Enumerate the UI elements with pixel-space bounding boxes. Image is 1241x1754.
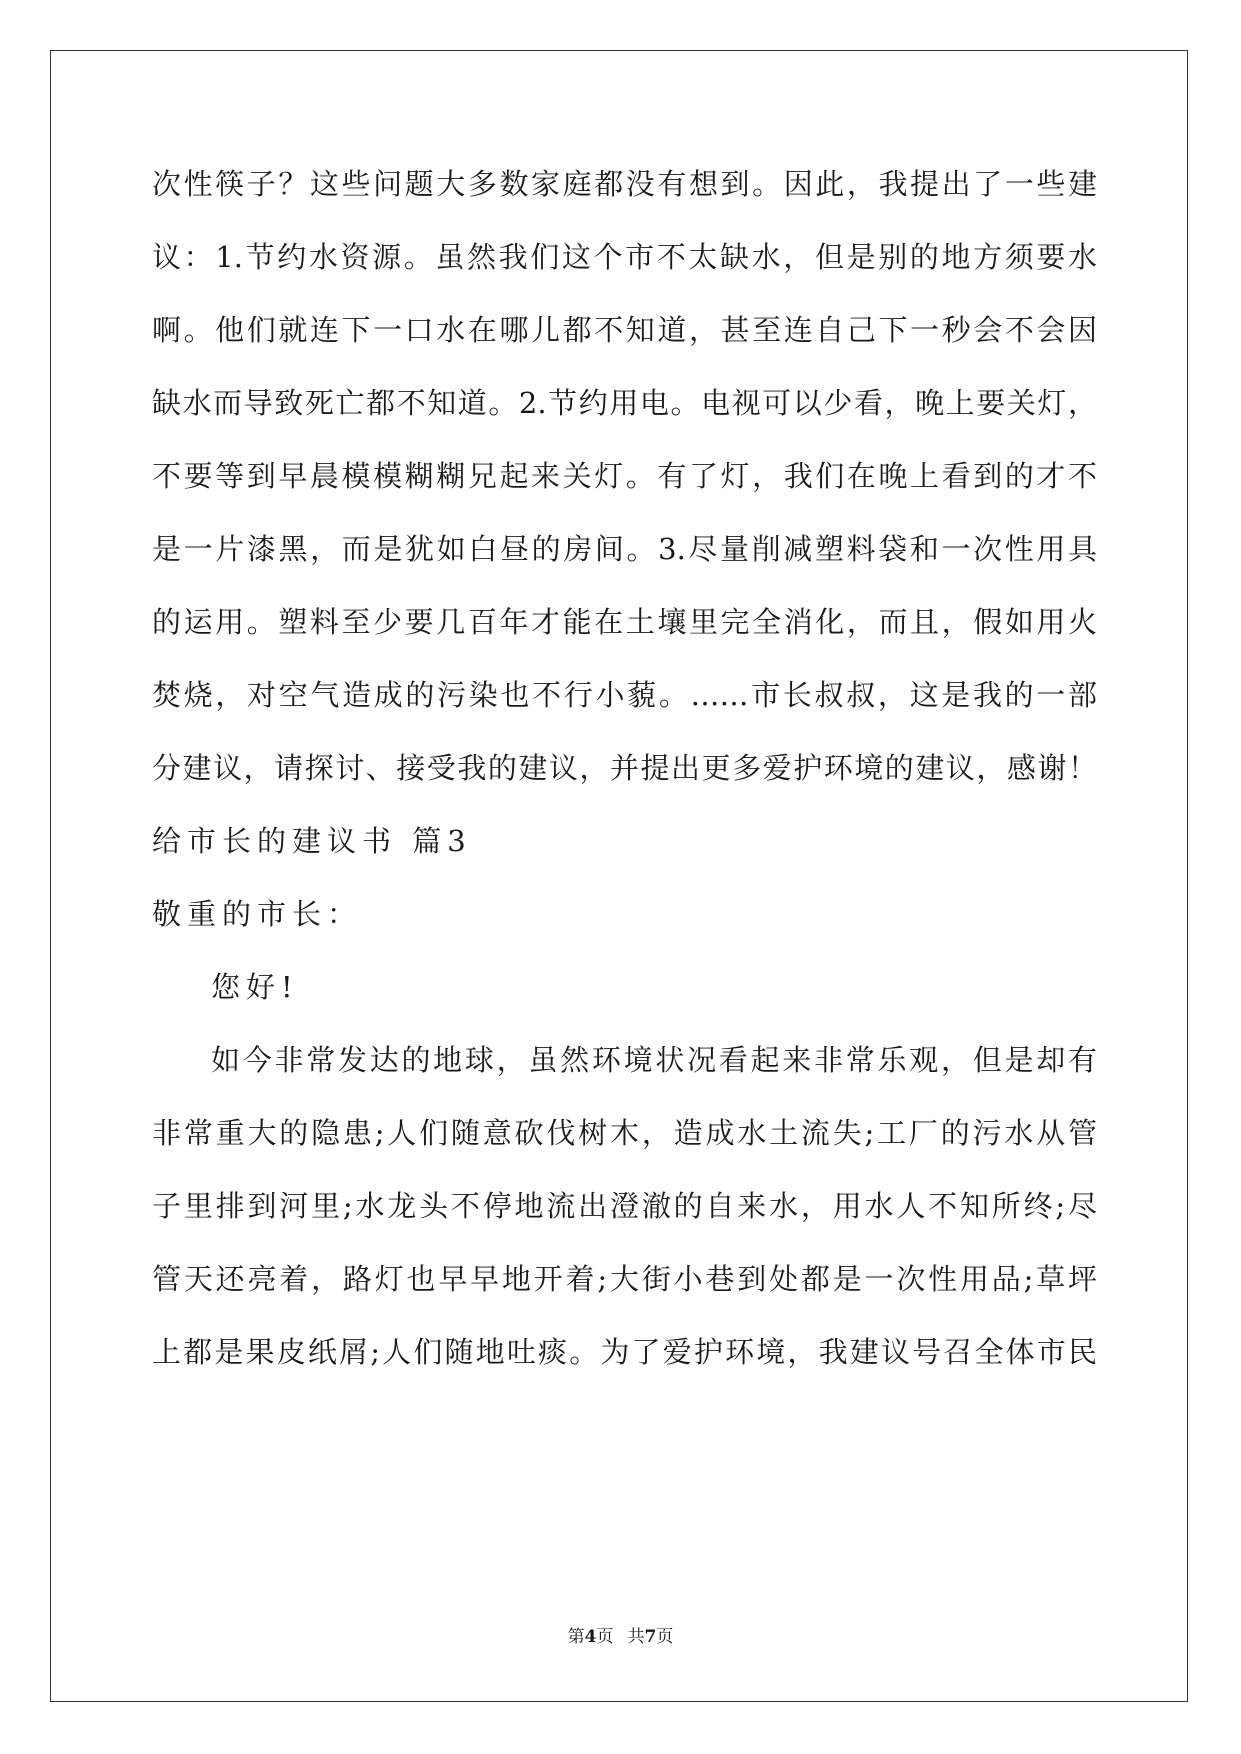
page-footer xyxy=(0,1622,1241,1647)
body-line-5: 不要等到早晨模模糊糊兄起来关灯。有了灯，我们在晚上看到的才不 xyxy=(152,459,1097,493)
page-prefix: 第 xyxy=(567,1627,585,1647)
greeting: 您好! xyxy=(211,970,299,1004)
page-suffix: 页 xyxy=(596,1627,614,1647)
paragraph2-line-5: 上都是果皮纸屑;人们随地吐痰。为了爱护环境，我建议号召全体市民 xyxy=(152,1335,1097,1369)
body-line-6: 是一片漆黑，而是犹如白昼的房间。3.尽量削减塑料袋和一次性用具 xyxy=(152,532,1097,566)
body-line-4: 缺水而导致死亡都不知道。2.节约用电。电视可以少看，晚上要关灯， xyxy=(152,386,1097,420)
paragraph2-line-3: 子里排到河里;水龙头不停地流出澄澈的自来水，用水人不知所终;尽 xyxy=(152,1189,1097,1223)
salutation: 敬重的市长： xyxy=(152,897,363,931)
total-prefix: 共 xyxy=(627,1627,645,1647)
total-pages: 7 xyxy=(644,1627,657,1647)
page-frame xyxy=(50,50,1188,1702)
body-line-3: 啊。他们就连下一口水在哪儿都不知道，甚至连自己下一秒会不会因 xyxy=(152,313,1097,347)
page-number: 4 xyxy=(584,1627,597,1647)
paragraph2-line-1: 如今非常发达的地球，虽然环境状况看起来非常乐观，但是却有 xyxy=(211,1043,1097,1077)
body-line-8: 焚烧，对空气造成的污染也不行小藐。……市长叔叔，这是我的一部 xyxy=(152,678,1097,712)
body-line-7: 的运用。塑料至少要几百年才能在土壤里完全消化，而且，假如用火 xyxy=(152,605,1097,639)
paragraph2-line-2: 非常重大的隐患;人们随意砍伐树木，造成水土流失;工厂的污水从管 xyxy=(152,1116,1097,1150)
section-heading: 给市长的建议书 篇3 xyxy=(152,824,472,858)
body-line-9: 分建议，请探讨、接受我的建议，并提出更多爱护环境的建议，感谢！ xyxy=(152,751,1097,785)
total-suffix: 页 xyxy=(656,1627,674,1647)
body-line-2: 议：1.节约水资源。虽然我们这个市不太缺水，但是别的地方须要水 xyxy=(152,240,1097,274)
body-line-1: 次性筷子？这些问题大多数家庭都没有想到。因此，我提出了一些建 xyxy=(152,167,1097,201)
paragraph2-line-4: 管天还亮着，路灯也早早地开着;大街小巷到处都是一次性用品;草坪 xyxy=(152,1262,1097,1296)
